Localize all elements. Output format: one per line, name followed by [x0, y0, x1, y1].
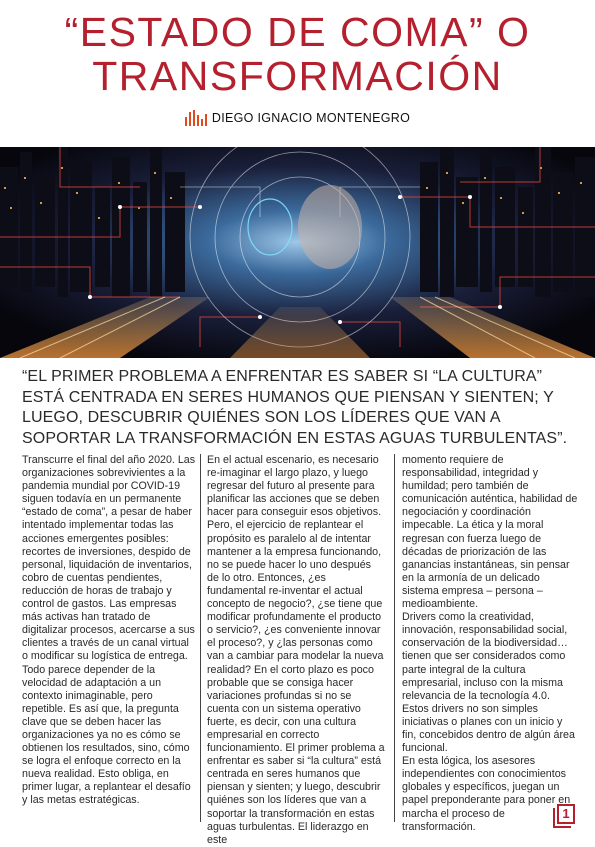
- article-column-2: [207, 454, 385, 847]
- article-column-3: [402, 454, 578, 834]
- article-title-line-1: “ESTADO DE COMA” O: [64, 9, 531, 55]
- page-number: 1: [562, 806, 570, 821]
- column-divider: [394, 454, 395, 822]
- author-name: DIEGO IGNACIO MONTENEGRO: [211, 111, 411, 125]
- column-divider: [200, 454, 201, 822]
- column-2-text: En el actual escenario, es necesario re-imaginar el largo plazo, y luego regresar del futuro al presente para planificar las acciones que se deben hacer para conseguir esos objetivos. Pero, el ejercicio de replantear el propósito es paralelo al de intentar mantener a la empresa funcionando, no se puede hacer lo uno después de lo otro. Entonces, ¿es fundamental re-inventar el actual concepto de negocio?, ¿se tiene que modificar profundamente el producto o servicio?, ¿es conveniente innovar el proceso?, y ¿las personas como van a cambiar para modelar la nueva realidad? En el corto plazo es poco probable que se consiga hacer variaciones profundas si no se cuenta con un sistema operativo fuerte, es decir, con una cultura empresarial en correcto funcionamiento. El primer problema a enfrentar es saber si “la cultura” está centrada en seres humanos que piensan y sienten; y luego, descubrir quiénes son los líderes que van a soportar la transformación en estas aguas turbulentas. El liderazgo en este: [207, 454, 385, 846]
- author-byline: [0, 110, 595, 131]
- city-lights-ai-face-image: [0, 147, 595, 358]
- page-number-badge: [553, 804, 577, 828]
- column-3-text: momento requiere de responsabilidad, integridad y humildad; pero también de comunicación auténtica, habilidad de negociación y coordinación impecable. La ética y la moral regresan con fuerza luego de décadas de priorización de las ganancias instantáneas, sin pensar en la armonía de un delicado sistema empresa – persona – medioambiente. Drivers como la creatividad, innovación, responsabilidad social, conservación de la biodiversidad… tienen que ser considerados como parte integral de la cultura empresarial, incluso con la misma relevancia de la tecnología 4.0. Estos drivers no son simples iniciativas o planes con un inicio y fin, concebidos dentro de algún área funcional. En esta lógica, los asesores independientes con conocimientos globales y específicos, juegan un papel preponderante para poner en marcha el proceso de transformación.: [402, 454, 578, 833]
- article-title-line-2: TRANSFORMACIÓN: [92, 53, 503, 99]
- article-column-1: [22, 454, 196, 808]
- pull-quote: “EL PRIMER PROBLEMA A ENFRENTAR ES SABER SI “LA CULTURA” ESTÁ CENTRADA EN SERES HUMANOS QUE PIENSAN Y SIENTEN; Y LUEGO, DESCUBRIR QUIÉNES SON LOS LÍDERES QUE VAN A SOPORTAR LA TRANSFORMACIÓN EN ESTAS AGUAS TURBULENTAS”.: [22, 368, 568, 447]
- column-1-text: Transcurre el final del año 2020. Las organizaciones sobrevivientes a la pandemia mundial por COVID-19 siguen todavía en un permanente “estado de coma”, a pesar de haber intentado implementar todas las acciones emergentes posibles: recortes de inversiones, despido de personal, liquidación de inventarios, cobro de cuentas pendientes, reducción de horas de trabajo y control de gastos. Las empresas más activas han tratado de digitalizar procesos, acercarse a sus clientes a través de un canal virtual o modificar su logística de entrega. Todo parece depender de la velocidad de adaptación a un contexto inimaginable, pero repetible. Es así que, la pregunta clave que se deben hacer las organizaciones ya no es cómo se obtienen los resultados, sino, cómo se logra el enfoque correcto en la nueva realidad. Esto obliga, en primer lugar, a replantear el desafío y las metas estratégicas.: [22, 454, 196, 807]
- author-logo-icon: [185, 110, 207, 126]
